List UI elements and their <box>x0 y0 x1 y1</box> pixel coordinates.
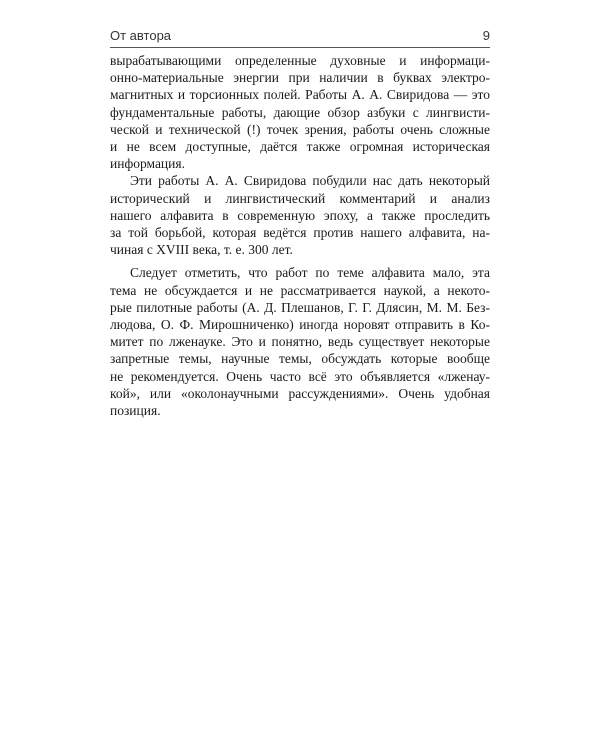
text-line: кой», или «околонаучными рассуждениями». Очень удобная <box>110 385 490 401</box>
page-number: 9 <box>482 28 490 43</box>
text-line: не рекомендуется. Очень часто всё это объявляется «лженау- <box>110 368 490 384</box>
text-line: позиция. <box>110 403 161 419</box>
text-line: ческой и технической (!) точек зрения, работы очень сложные <box>110 121 490 137</box>
text-line: информация. <box>110 156 185 172</box>
text-line: и не всем доступные, даётся также огромная историческая <box>110 139 490 155</box>
text-line: рые пилотные работы (А. Д. Плешанов, Г. Г. Длясин, М. М. Без- <box>110 299 490 315</box>
text-line: чиная с XVIII века, т. е. 300 лет. <box>110 242 293 258</box>
text-line: онно-материальные энергии при наличии в буквах электро- <box>110 70 490 86</box>
text-line: запретные темы, научные темы, обсуждать которые вообще <box>110 351 490 367</box>
text-line: фундаментальные работы, дающие обзор азбуки с лингвисти- <box>110 104 490 120</box>
body-text <box>110 52 490 419</box>
paragraph-3 <box>110 264 490 419</box>
text-line: магнитных и торсионных полей. Работы А. А. Свиридова — это <box>110 87 490 103</box>
text-line: исторический и лингвистический комментарий и анализ <box>110 190 490 206</box>
text-line: людова, О. Ф. Мирошниченко) иногда норовят отправить в Ко- <box>110 317 490 333</box>
paragraph-2 <box>110 172 490 258</box>
text-line: нашего алфавита в современную эпоху, а также проследить <box>110 207 490 223</box>
running-header <box>110 28 490 46</box>
paragraph-1 <box>110 52 490 172</box>
text-line: за той борьбой, которая ведётся против нашего алфавита, на- <box>110 225 490 241</box>
text-line: Следует отметить, что работ по теме алфавита мало, эта <box>130 265 490 281</box>
text-line: вырабатывающими определенные духовные и информаци- <box>110 53 490 68</box>
section-title: От автора <box>110 28 172 43</box>
text-line: митет по лженауке. Это и понятно, ведь существует некоторые <box>110 334 490 350</box>
text-line: Эти работы А. А. Свиридова побудили нас дать некоторый <box>130 173 490 189</box>
text-line: тема не обсуждается и не рассматривается наукой, а некото- <box>110 282 490 298</box>
header-rule <box>110 47 490 48</box>
